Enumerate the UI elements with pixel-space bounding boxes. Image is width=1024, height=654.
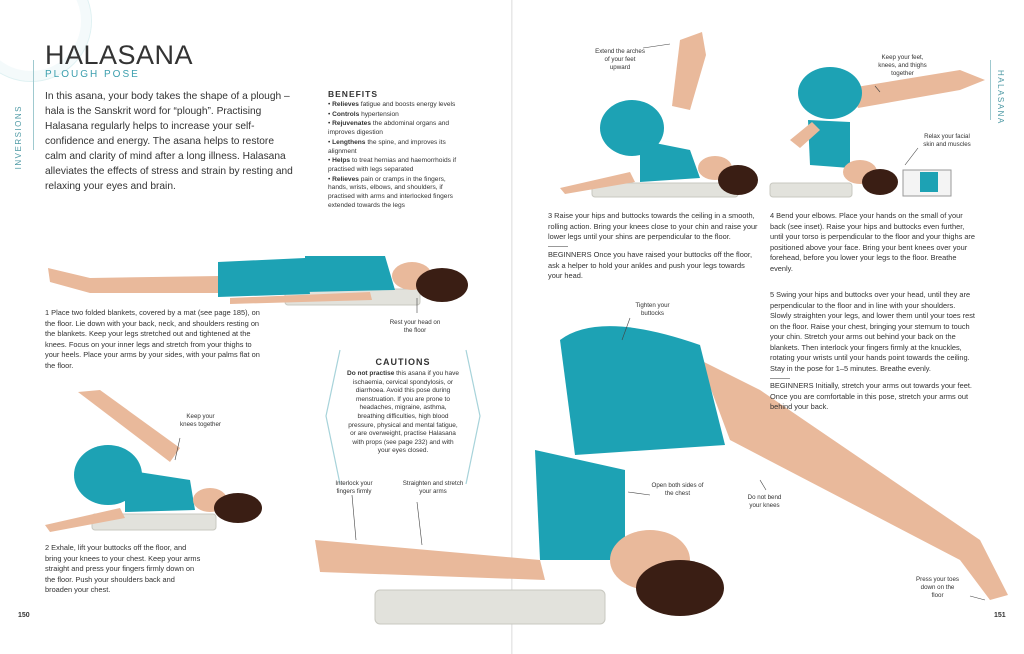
hair-shape bbox=[718, 165, 758, 195]
step-3-text: 3 Raise your hips and buttocks towards the ceiling in a smooth, rolling action. Bring your knees close to your chin and raise your lower legs until your shins are perpendicular to the floor. bbox=[548, 211, 758, 241]
hair-shape bbox=[862, 169, 898, 195]
step-5-text: 5 Swing your hips and buttocks over your head, until they are perpendicular to the floor and in line with your shoulders. Slowly straighten your legs, and lower them until your toes rest on the floor. Raise your chest, bringing your sternum to touch your chin. Stretch your arms out behind your back on the blankets. Then interlock your fingers firmly at the knuckles, rotating your wrists until your hands point towards the ceiling. Stay in the pose for 1–5 minutes. Breathe evenly. bbox=[770, 290, 975, 373]
figure-step-3 bbox=[560, 32, 758, 197]
benefits-heading: BENEFITS bbox=[328, 89, 379, 99]
step-2-text: 2 Exhale, lift your buttocks off the floor, and bring your knees to your chest. Keep your arms straight and press your fingers firmly down on the floor. Push your shoulders back and broaden your chest. bbox=[45, 543, 201, 594]
inset-leotard bbox=[920, 172, 938, 192]
torso-shape bbox=[305, 256, 395, 292]
caption-extend-arches: Extend the arches of your feet upward bbox=[595, 48, 645, 71]
caption-relax-face: Relax your facial skin and muscles bbox=[923, 133, 971, 148]
caption-keep-knees: Keep your knees together bbox=[180, 413, 221, 428]
blanket-icon bbox=[770, 183, 852, 197]
torso-shape bbox=[535, 450, 625, 560]
cautions-text: Do not practise this asana if you have ischaemia, cervical spondylosis, or diarrhoea. Avoid this pose during menstruation. If you are prone to headaches, migraine, asthma, breathing difficulties, high blood pressure, physical and mental fatigue, or are overweight, practise Halasana with props (see page 232) and with your eyes closed. bbox=[347, 370, 459, 455]
step-5-beginners: BEGINNERS Initially, stretch your arms out towards your feet. Once you are comfortable in this pose, stretch your arms out behind your back. bbox=[770, 381, 972, 411]
caption-straighten-arms: Straighten and stretch your arms bbox=[402, 480, 464, 495]
caption-interlock: Interlock your fingers firmly bbox=[335, 480, 373, 495]
cautions-heading: CAUTIONS bbox=[375, 357, 431, 367]
caption-tighten-buttocks: Tighten your buttocks bbox=[635, 302, 670, 317]
intro-paragraph: In this asana, your body takes the shape of a plough – hala is the Sanskrit word for “plough”. Practising Halasana regularly helps to increase your self-confidence and energy. The asana helps to restore calm and clarity of mind after a long illness. Halasana alleviates the effects of stress and strain by resting and relaxing your eyes and brain. bbox=[45, 91, 293, 192]
leotard-shape bbox=[218, 258, 310, 297]
figure-step-2 bbox=[45, 390, 262, 532]
caption-rest-head: Rest your head on the floor bbox=[389, 319, 441, 334]
cautions-bracket-right bbox=[466, 350, 480, 484]
step-3-beginners: BEGINNERS Once you have raised your buttocks off the floor, ask a helper to hold your ankles and push your legs towards your head. bbox=[548, 250, 753, 280]
blanket-icon bbox=[375, 590, 605, 624]
benefit-item: • Lengthens the spine, and improves its alignment bbox=[328, 138, 446, 155]
page-subtitle: PLOUGH POSE bbox=[45, 69, 140, 80]
beginners-rule bbox=[770, 378, 790, 379]
torso-shape bbox=[640, 140, 700, 182]
section-tab-left: INVERSIONS bbox=[14, 105, 23, 170]
torso-shape bbox=[125, 470, 195, 512]
shin-shape bbox=[672, 32, 706, 110]
benefit-item: • Helps to treat hernias and haemorrhoids if practised with legs separated bbox=[328, 157, 457, 173]
benefit-item: • Rejuvenates the abdominal organs and improves digestion bbox=[328, 120, 450, 137]
hair-shape bbox=[416, 268, 468, 302]
step-4-text: 4 Bend your elbows. Place your hands on the small of your back (see inset). Raise your hips and buttocks even further, until your torso is perpendicular to the floor and your thighs are positioned above your face. Bring your bent knees over your forehead, before you lower your legs to the floor. Breathe evenly. bbox=[770, 211, 976, 273]
figure-step-4 bbox=[770, 67, 985, 197]
caption-press-toes: Press your toes down on the floor bbox=[916, 576, 959, 599]
section-tab-right: HALASANA bbox=[996, 70, 1005, 125]
cautions-bracket-left bbox=[326, 350, 340, 484]
hair-shape bbox=[214, 493, 262, 523]
page-number-left: 150 bbox=[18, 612, 30, 619]
benefit-item: • Controls hypertension bbox=[328, 110, 399, 118]
caption-dont-bend: Do not bend your knees bbox=[747, 494, 782, 509]
figure-step-1 bbox=[48, 256, 468, 305]
benefit-item: • Relieves fatigue and boosts energy levels bbox=[328, 101, 456, 108]
beginners-rule bbox=[548, 246, 568, 247]
caption-keep-feet: Keep your feet, knees, and thighs together bbox=[878, 54, 927, 77]
arm-shape bbox=[315, 540, 545, 580]
leotard-shape bbox=[560, 326, 725, 455]
legs-shape bbox=[48, 268, 222, 293]
page-title: HALASANA bbox=[45, 40, 194, 70]
page-number-right: 151 bbox=[994, 612, 1006, 619]
leotard-shape bbox=[798, 67, 862, 119]
step-1-text: 1 Place two folded blankets, covered by a mat (see page 185), on the floor. Lie down with your back, neck, and shoulders resting on the blankets. Keep your legs stretched out and tightened at the knees. Focus on your inner legs and stretch from your thighs to your heels. Place your arms by your sides, with your palms flat on the floor. bbox=[45, 308, 260, 370]
caption-open-chest: Open both sides of the chest bbox=[651, 482, 704, 497]
hair-shape bbox=[636, 560, 724, 616]
benefit-item: • Relieves pain or cramps in the fingers, hands, wrists, elbows, and shoulders, if practised with arms and interlocked fingers extended towards the legs bbox=[328, 175, 453, 209]
